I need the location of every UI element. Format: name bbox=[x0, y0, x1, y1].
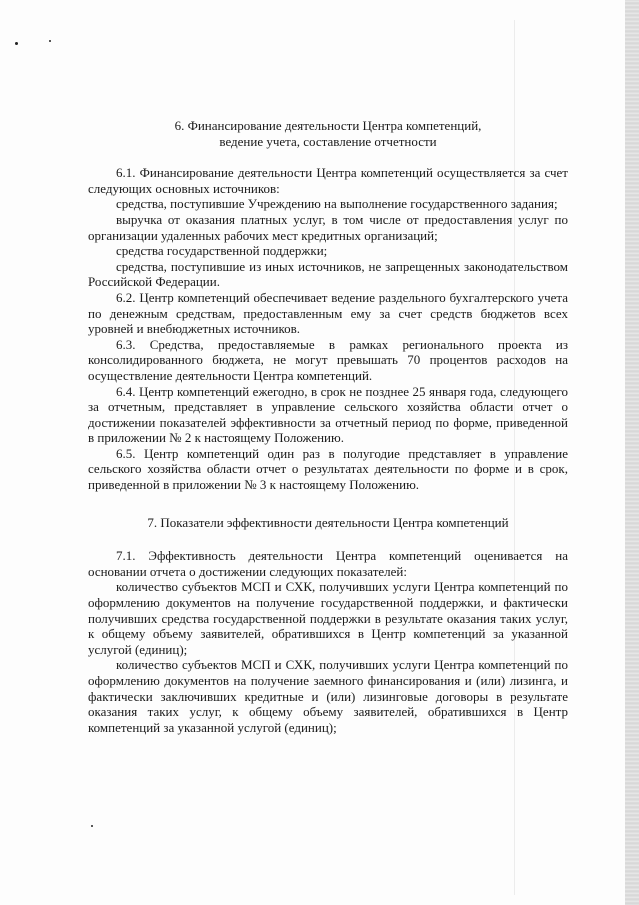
scan-speck bbox=[49, 40, 51, 42]
section-6-heading-line1: 6. Финансирование деятельности Центра компетенций, bbox=[174, 118, 482, 133]
section-7-body bbox=[88, 548, 568, 735]
section-7-heading: 7. Показатели эффективности деятельности Центра компетенций bbox=[147, 514, 509, 530]
scan-speck bbox=[15, 42, 18, 45]
paragraph: средства, поступившие из иных источников, не запрещенных законодательством Российской Федерации. bbox=[88, 258, 568, 290]
paragraph: средства государственной поддержки; bbox=[116, 243, 328, 259]
document-body bbox=[88, 118, 568, 735]
paragraph: 6.5. Центр компетенций один раз в полугодие представляет в управление сельского хозяйства области отчет о результатах деятельности по форме и в срок, приведенной в приложении № 3 к настоящему Положению. bbox=[88, 445, 568, 493]
section-6-body bbox=[88, 165, 568, 492]
paragraph: 6.4. Центр компетенций ежегодно, в срок не позднее 25 января года, следующего за отчетным, представляет в управление сельского хозяйства области отчет о достижении показателей эффективности за отчетный период по форме, приведенной в приложении № 2 к настоящему Положению. bbox=[88, 383, 568, 446]
paragraph: количество субъектов МСП и СХК, получивших услуги Центра компетенций по оформлению документов на получение заемного финансирования и (или) лизинга, и фактически заключивших кредитные и (или) лизинговые договоры в результате оказания таких услуг, к общему объему заявителей, обратившихся в Центр компетенций за указанной услугой (единиц); bbox=[88, 657, 568, 735]
paragraph: 6.3. Средства, предоставляемые в рамках регионального проекта из консолидированного бюджета, не могут превышать 70 процентов расходов на осуществление деятельности Центра компетенций. bbox=[88, 336, 568, 383]
paragraph: средства, поступившие Учреждению на выполнение государственного задания; bbox=[116, 196, 558, 212]
paragraph: 7.1. Эффективность деятельности Центра компетенций оценивается на основании отчета о достижении следующих показателей: bbox=[88, 548, 568, 579]
section-6-heading-line2: ведение учета, составление отчетности bbox=[219, 133, 437, 149]
paragraph: 6.1. Финансирование деятельности Центра компетенций осуществляется за счет следующих основных источников: bbox=[88, 165, 568, 196]
paragraph: выручка от оказания платных услуг, в том числе от предоставления услуг по организации удаленных рабочих мест кредитных организаций; bbox=[88, 211, 568, 243]
paragraph: 6.2. Центр компетенций обеспечивает ведение раздельного бухгалтерского учета по денежным средствам, предоставленным ему за счет средств бюджетов всех уровней и внебюджетных источников. bbox=[88, 289, 568, 337]
scan-edge bbox=[625, 0, 639, 905]
scan-speck bbox=[91, 825, 93, 827]
paragraph: количество субъектов МСП и СХК, получивших услуги Центра компетенций по оформлению документов на получение государственной поддержки, и фактически получивших средства государственной поддержки в результате оказания таких услуг, к общему объему заявителей, обратившихся в Центр компетенций за указанной услугой (единиц); bbox=[88, 579, 568, 657]
